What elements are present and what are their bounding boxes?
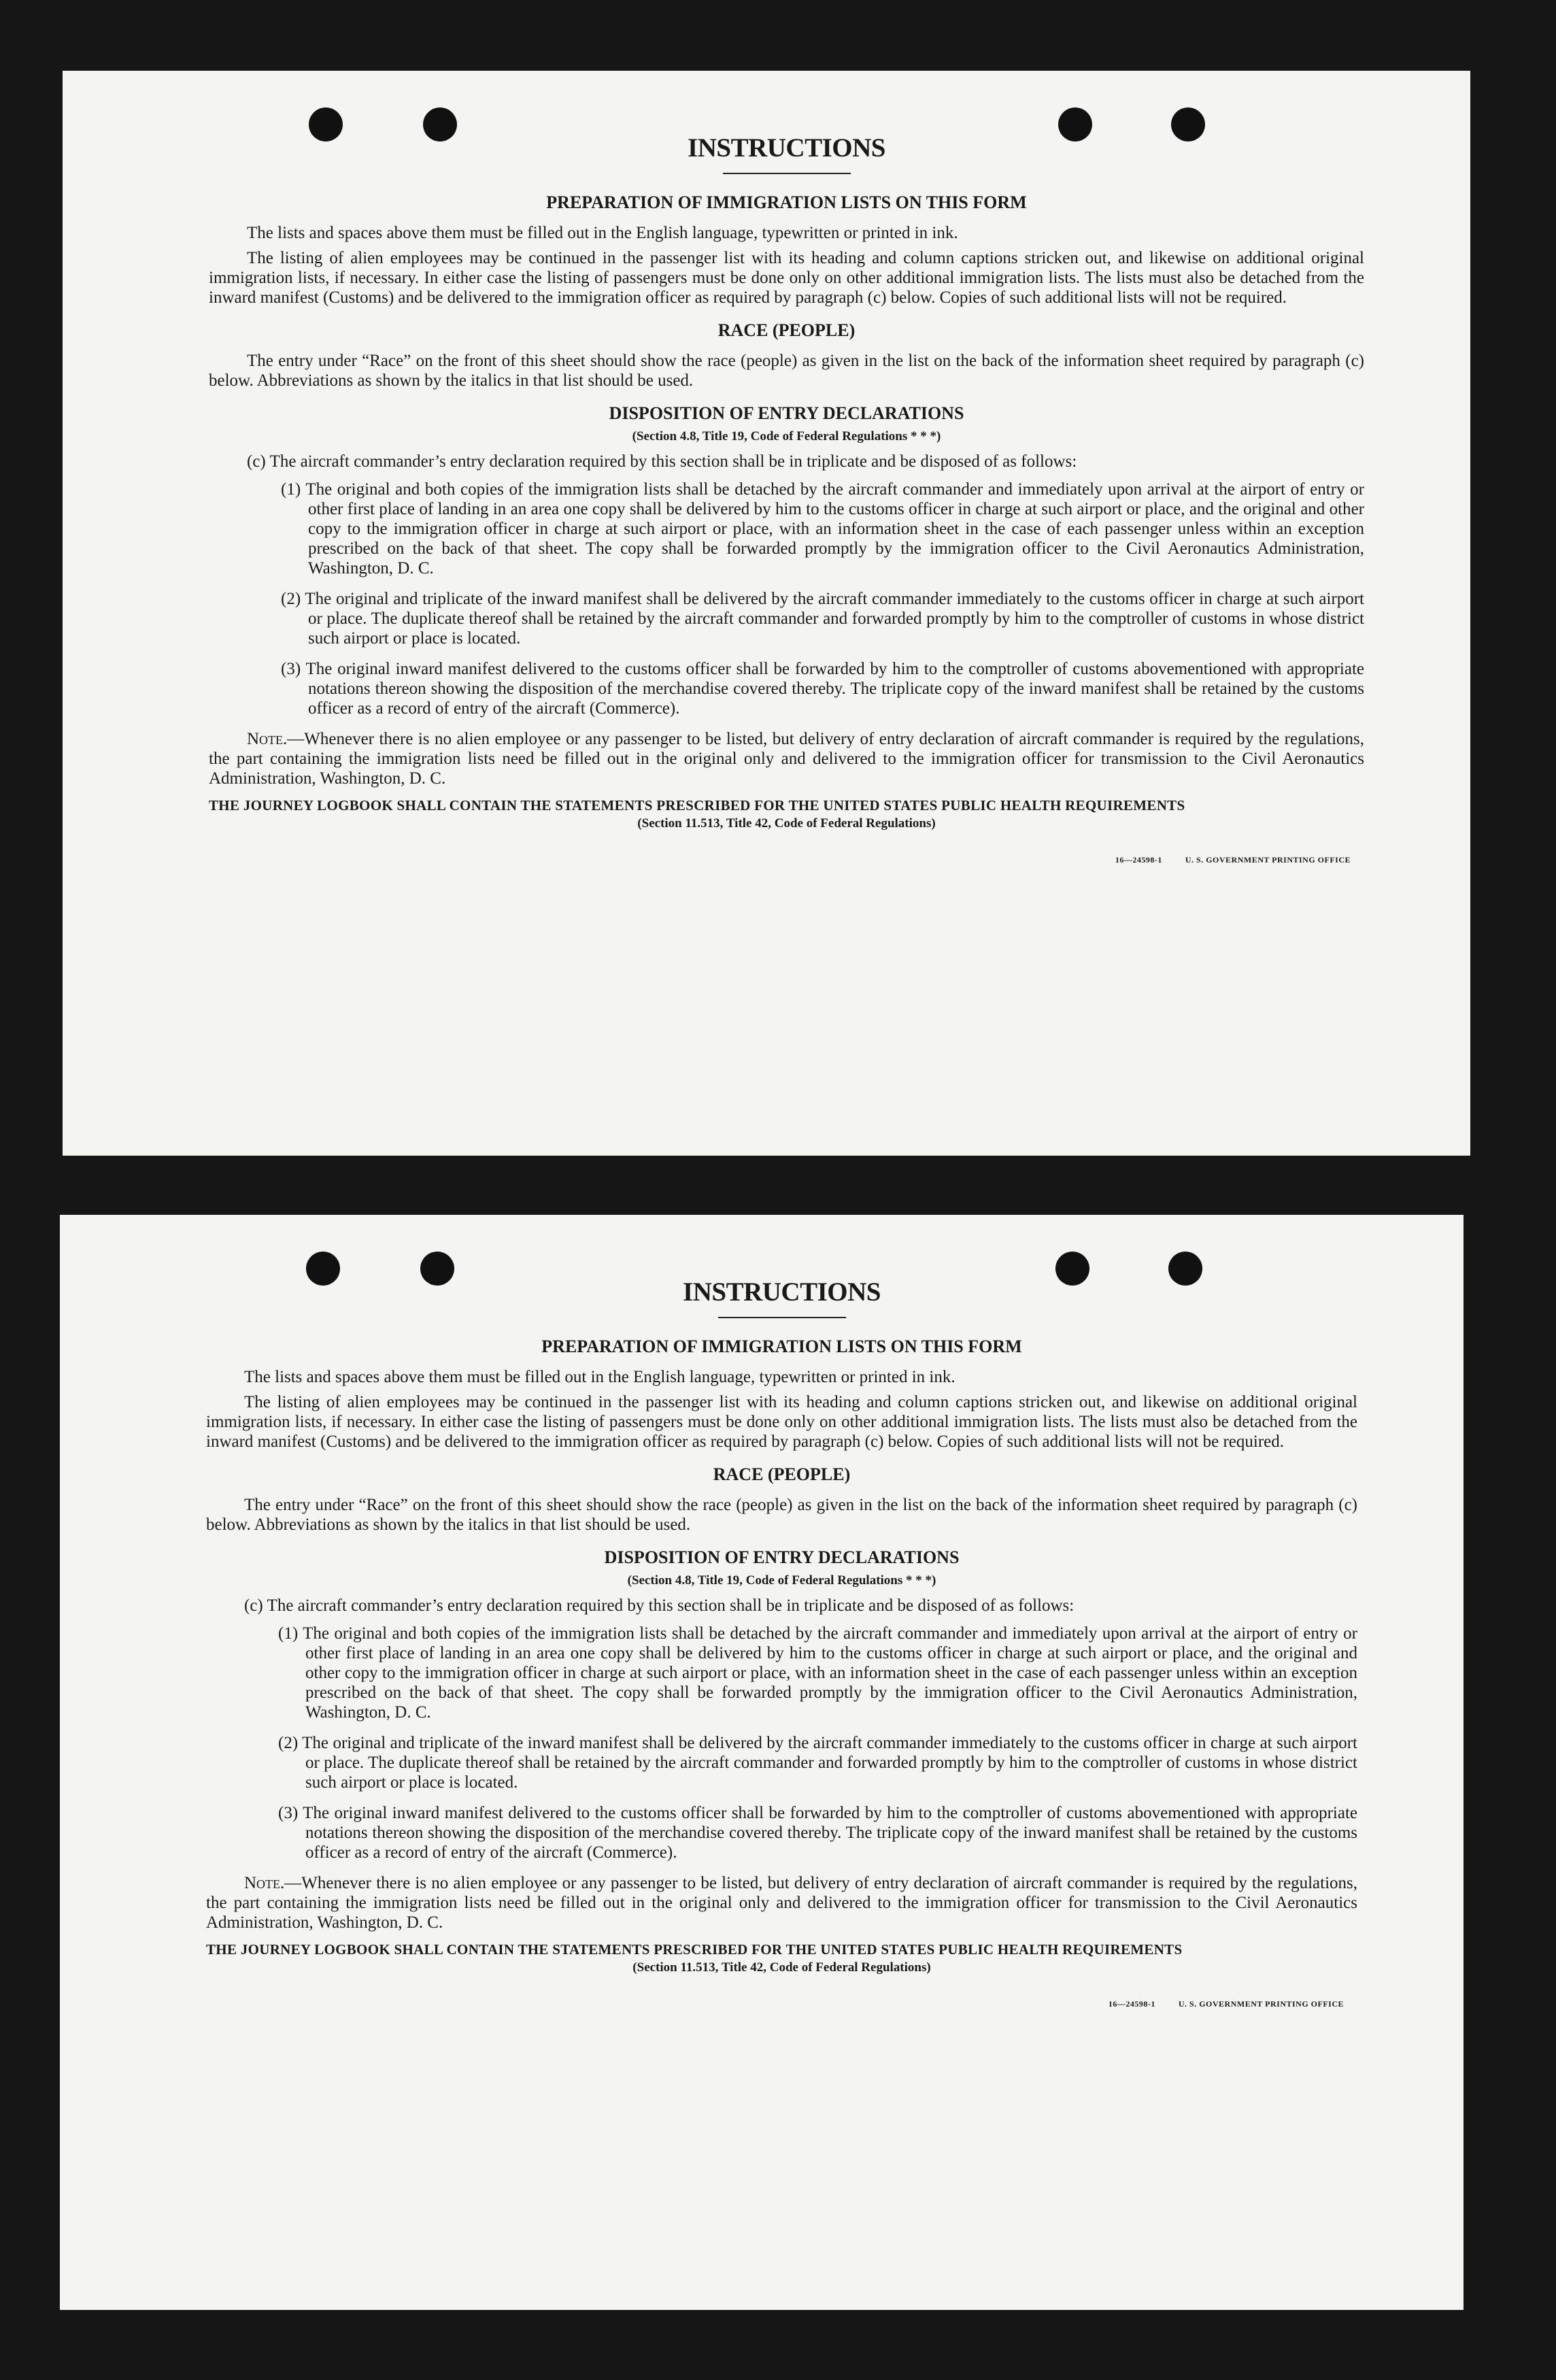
note-text: —Whenever there is no alien employee or any passenger to be listed, but delivery of entry declaration of aircraft commander is required by the regulations, the part containing the immigration lists need be filled out in the original only and delivered to the immigration officer for transmission to the Civil Aeronautics Administration, Washington, D. C. — [206, 1874, 1357, 1932]
disposition-item-3: (3) The original inward manifest delivered to the customs officer shall be forwarded by him to the comptroller of customs abovementioned with appropriate notations thereon showing the disposition of the merchandise covered thereby. The triplicate copy of the inward manifest shall be retained by the customs officer as a record of entry of the aircraft (Commerce). — [281, 660, 1364, 718]
page-title: INSTRUCTIONS — [683, 1277, 881, 1307]
form-sheet-bottom — [60, 1215, 1464, 2310]
printer-imprint — [206, 1999, 1344, 2009]
prep-paragraph-1: The lists and spaces above them must be filled out in the English language, typewritten or printed in ink. — [244, 1368, 955, 1386]
prep-paragraph-2: The listing of alien employees may be continued in the passenger list with its heading and column captions stricken out, and likewise on additional original immigration lists, if necessary. In either case the listing of passengers must be done only on other additional immigration lists. The lists must also be detached from the inward manifest (Customs) and be delivered to the immigration officer as required by paragraph (c) below. Copies of such additional lists will not be required. — [209, 249, 1364, 307]
title-rule — [723, 173, 851, 174]
note-paragraph — [206, 1873, 1357, 1932]
disposition-heading: DISPOSITION OF ENTRY DECLARATIONS — [604, 1547, 960, 1567]
race-heading: RACE (PEOPLE) — [717, 320, 856, 340]
printer-name: U. S. GOVERNMENT PRINTING OFFICE — [1178, 1999, 1344, 2009]
disposition-item-1: (1) The original and both copies of the immigration lists shall be detached by the aircraft commander and immediately upon arrival at the airport of entry or other first place of landing in an area one copy shall be delivered by him to the customs officer in charge at such airport or place, and the original and other copy to the immigration officer in charge at such airport or place, with an information sheet in the case of each passenger unless within an exception prescribed on the back of that sheet. The copy shall be forwarded promptly by the immigration officer to the Civil Aeronautics Administration, Washington, D. C. — [278, 1624, 1357, 1722]
race-paragraph: The entry under “Race” on the front of this sheet should show the race (people) as given in the list on the back of the information sheet required by paragraph (c) below. Abbreviations as shown by the italics in that list should be used. — [206, 1496, 1357, 1534]
note-label: Note. — [244, 1874, 285, 1892]
health-requirements-line: THE JOURNEY LOGBOOK SHALL CONTAIN THE STATEMENTS PRESCRIBED FOR THE UNITED STATES PUBLIC HEALTH REQUIREMENTS — [209, 797, 1185, 814]
disposition-item-2: (2) The original and triplicate of the inward manifest shall be delivered by the aircraft commander immediately to the customs officer in charge at such airport or place. The duplicate thereof shall be retained by the aircraft commander and forwarded promptly by him to the comptroller of customs in whose district such airport or place is located. — [281, 590, 1364, 648]
prep-paragraph-1: The lists and spaces above them must be filled out in the English language, typewritten or printed in ink. — [247, 224, 958, 242]
disposition-item-2: (2) The original and triplicate of the inward manifest shall be delivered by the aircraft commander immediately to the customs officer in charge at such airport or place. The duplicate thereof shall be retained by the aircraft commander and forwarded promptly by him to the comptroller of customs in whose district such airport or place is located. — [278, 1734, 1357, 1792]
form-sheet-top — [63, 71, 1470, 1156]
prep-heading: PREPARATION OF IMMIGRATION LISTS ON THIS FORM — [541, 1337, 1022, 1356]
disposition-heading: DISPOSITION OF ENTRY DECLARATIONS — [609, 403, 964, 423]
note-text: —Whenever there is no alien employee or any passenger to be listed, but delivery of entry declaration of aircraft commander is required by the regulations, the part containing the immigration lists need be filled out in the original only and delivered to the immigration officer for transmission to the Civil Aeronautics Administration, Washington, D. C. — [209, 730, 1364, 788]
disposition-lead: (c) The aircraft commander’s entry declaration required by this section shall be in triplicate and be disposed of as follows: — [244, 1596, 1075, 1615]
printer-name: U. S. GOVERNMENT PRINTING OFFICE — [1185, 855, 1351, 865]
note-label: Note. — [247, 730, 288, 748]
race-paragraph: The entry under “Race” on the front of this sheet should show the race (people) as given in the list on the back of the information sheet required by paragraph (c) below. Abbreviations as shown by the italics in that list should be used. — [209, 352, 1364, 390]
note-paragraph — [209, 729, 1364, 788]
instructions-content — [209, 133, 1364, 865]
printer-imprint — [209, 855, 1351, 865]
disposition-citation: (Section 4.8, Title 19, Code of Federal Regulations * * *) — [627, 1573, 936, 1588]
health-requirements-line: THE JOURNEY LOGBOOK SHALL CONTAIN THE STATEMENTS PRESCRIBED FOR THE UNITED STATES PUBLIC HEALTH REQUIREMENTS — [206, 1941, 1183, 1958]
prep-paragraph-2: The listing of alien employees may be continued in the passenger list with its heading and column captions stricken out, and likewise on additional original immigration lists, if necessary. In either case the listing of passengers must be done only on other additional immigration lists. The lists must also be detached from the inward manifest (Customs) and be delivered to the immigration officer as required by paragraph (c) below. Copies of such additional lists will not be required. — [206, 1393, 1357, 1451]
health-requirements-citation: (Section 11.513, Title 42, Code of Federal Regulations) — [637, 816, 936, 831]
print-number: 16—24598-1 — [1108, 1999, 1155, 2009]
print-number: 16—24598-1 — [1115, 855, 1162, 865]
page-title: INSTRUCTIONS — [688, 133, 885, 163]
instructions-content — [206, 1277, 1357, 2009]
disposition-lead: (c) The aircraft commander’s entry declaration required by this section shall be in triplicate and be disposed of as follows: — [247, 452, 1077, 471]
title-rule — [718, 1317, 846, 1318]
prep-heading: PREPARATION OF IMMIGRATION LISTS ON THIS FORM — [546, 192, 1027, 212]
health-requirements-citation: (Section 11.513, Title 42, Code of Federal Regulations) — [632, 1960, 931, 1975]
disposition-item-1: (1) The original and both copies of the immigration lists shall be detached by the aircraft commander and immediately upon arrival at the airport of entry or other first place of landing in an area one copy shall be delivered by him to the customs officer in charge at such airport or place, and the original and other copy to the immigration officer in charge at such airport or place, with an information sheet in the case of each passenger unless within an exception prescribed on the back of that sheet. The copy shall be forwarded promptly by the immigration officer to the Civil Aeronautics Administration, Washington, D. C. — [281, 480, 1364, 577]
race-heading: RACE (PEOPLE) — [713, 1464, 851, 1484]
disposition-item-3: (3) The original inward manifest delivered to the customs officer shall be forwarded by him to the comptroller of customs abovementioned with appropriate notations thereon showing the disposition of the merchandise covered thereby. The triplicate copy of the inward manifest shall be retained by the customs officer as a record of entry of the aircraft (Commerce). — [278, 1804, 1357, 1862]
disposition-citation: (Section 4.8, Title 19, Code of Federal Regulations * * *) — [632, 429, 941, 443]
